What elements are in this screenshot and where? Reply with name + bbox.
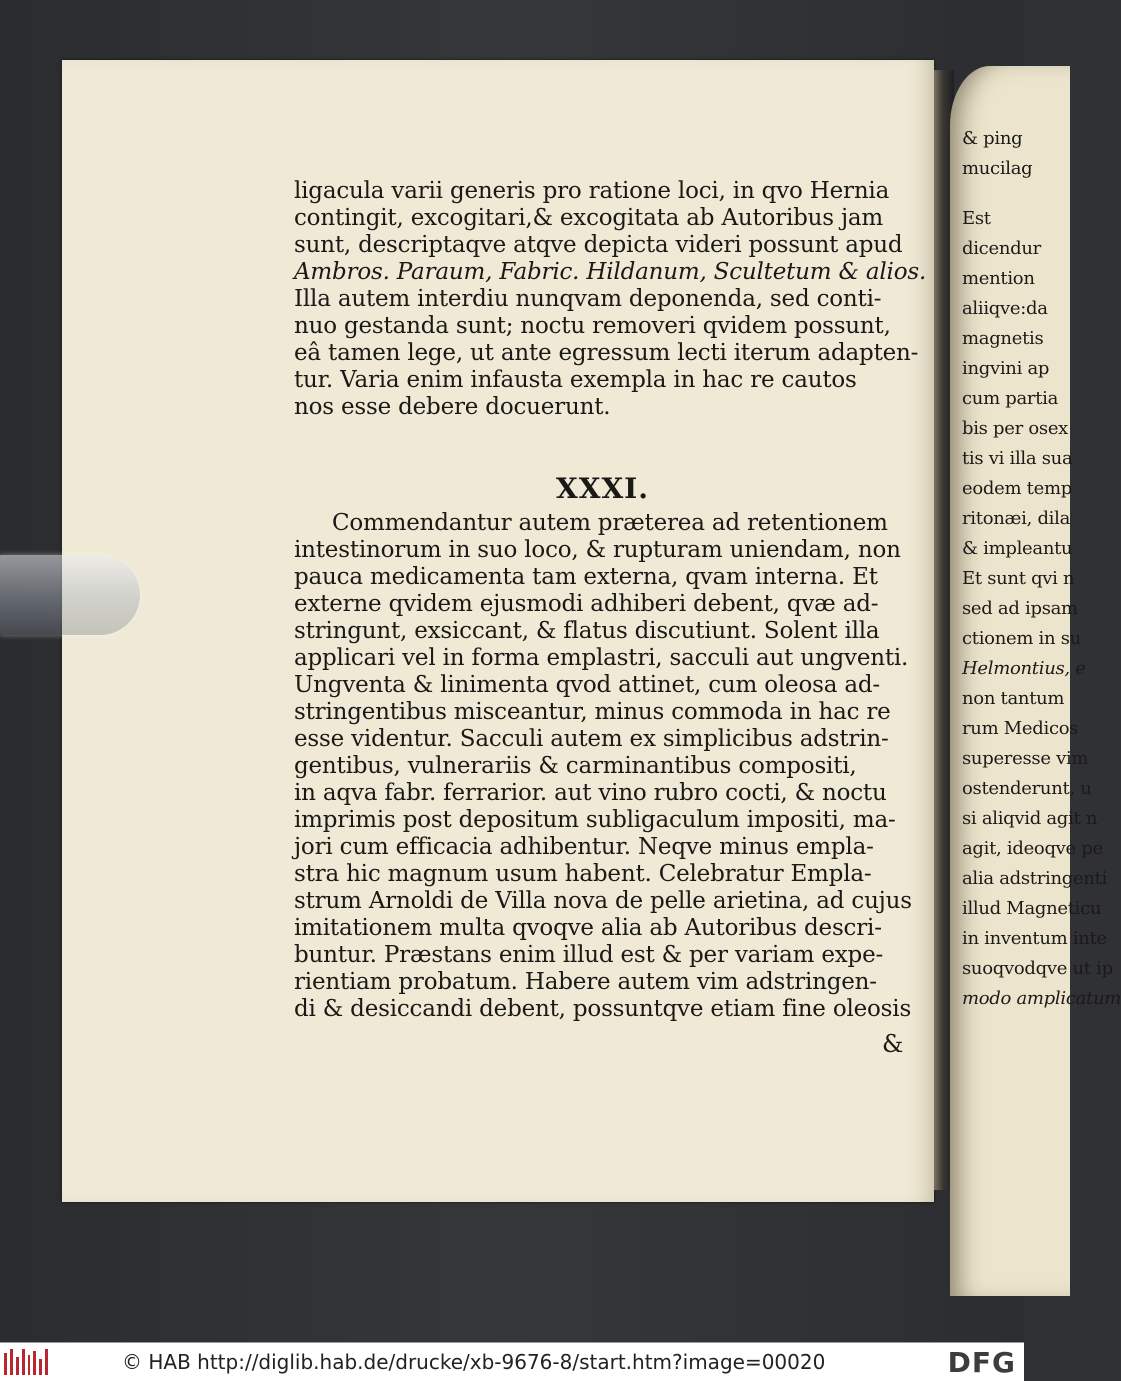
text-line: ligacula varii generis pro ratione loci, in qvo Hernia <box>294 178 890 204</box>
text-line: pauca medicamenta tam externa, qvam interna. Et <box>294 564 878 590</box>
facing-page-line: suoqvodqve ut ip <box>962 958 1113 979</box>
facing-page-line: Est <box>962 208 991 229</box>
text-line: applicari vel in forma emplastri, sacculi aut ungventi. <box>294 645 909 671</box>
hab-logo-icon <box>4 1349 48 1375</box>
text-line: di & desiccandi debent, possuntqve etiam fine oleosis <box>294 996 912 1022</box>
text-line: Illa autem interdiu nunqvam deponenda, sed conti- <box>294 286 882 312</box>
facing-page-line: dicendur <box>962 238 1041 259</box>
text-line: Commendantur autem præterea ad retentionem <box>332 510 888 536</box>
footer-bar <box>0 1342 1024 1381</box>
text-line: in aqva fabr. ferrarior. aut vino rubro cocti, & noctu <box>294 780 887 806</box>
text-line: sunt, descriptaqve atqve depicta videri possunt apud <box>294 232 903 258</box>
text-line: stringentibus misceantur, minus commoda in hac re <box>294 699 891 725</box>
footer-url[interactable]: © HAB http://diglib.hab.de/drucke/xb-9676-8/start.htm?image=00020 <box>122 1350 826 1374</box>
facing-page-line: si aliqvid agit n <box>962 808 1098 829</box>
text-line: gentibus, vulnerariis & carminantibus compositi, <box>294 753 857 779</box>
text-line: intestinorum in suo loco, & rupturam uniendam, non <box>294 537 901 563</box>
clip-tab <box>0 555 140 635</box>
text-line: rientiam probatum. Habere autem vim adstringen- <box>294 969 877 995</box>
facing-page-line: mention <box>962 268 1035 289</box>
facing-page-line: agit, ideoqve pe <box>962 838 1103 859</box>
section-heading: XXXI. <box>556 472 650 505</box>
text-line: strum Arnoldi de Villa nova de pelle arietina, ad cujus <box>294 888 912 914</box>
text-line: esse videntur. Sacculi autem ex simplicibus adstrin- <box>294 726 889 752</box>
text-line: externe qvidem ejusmodi adhiberi debent, qvæ ad- <box>294 591 879 617</box>
text-line: eâ tamen lege, ut ante egressum lecti iterum adapten- <box>294 340 919 366</box>
facing-page-line: aliiqve:da <box>962 298 1048 319</box>
facing-page-line: non tantum <box>962 688 1065 709</box>
facing-page <box>950 66 1121 1296</box>
text-line: stringunt, exsiccant, & flatus discutiunt. Solent illa <box>294 618 880 644</box>
facing-page-line: modo amplicatum <box>962 988 1121 1009</box>
text-line: tur. Varia enim infausta exempla in hac re cautos <box>294 367 857 393</box>
facing-page-line: Et sunt qvi n <box>962 568 1075 589</box>
facing-page-line: Helmontius, e <box>962 658 1086 679</box>
facing-page-line: tis vi illa sua <box>962 448 1073 469</box>
facing-page-line: illud Magneticu <box>962 898 1102 919</box>
text-line: imprimis post depositum subligaculum impositi, ma- <box>294 807 896 833</box>
facing-page-line: & ping <box>962 128 1023 149</box>
left-page <box>62 60 934 1202</box>
text-line: nuo gestanda sunt; noctu removeri qvidem possunt, <box>294 313 891 339</box>
facing-page-line: eodem temp <box>962 478 1072 499</box>
facing-page-line: & impleantu <box>962 538 1073 559</box>
dfg-logo: DFG <box>947 1346 1016 1379</box>
text-line: imitationem multa qvoqve alia ab Autoribus descri- <box>294 915 882 941</box>
text-line: nos esse debere docuerunt. <box>294 394 611 420</box>
facing-page-line: cum partia <box>962 388 1059 409</box>
facing-page-line: ctionem in su <box>962 628 1081 649</box>
facing-page-line: rum Medicos <box>962 718 1079 739</box>
facing-page-line: mucilag <box>962 158 1033 179</box>
facing-page-line: ingvini ap <box>962 358 1050 379</box>
text-line: contingit, excogitari,& excogitata ab Autoribus jam <box>294 205 884 231</box>
text-line: buntur. Præstans enim illud est & per variam expe- <box>294 942 884 968</box>
facing-page-line: sed ad ipsam <box>962 598 1078 619</box>
facing-page-line: bis per osex <box>962 418 1069 439</box>
facing-page-line: ritonæi, dila <box>962 508 1071 529</box>
text-line: Ambros. Paraum, Fabric. Hildanum, Scultetum & alios. <box>294 259 927 285</box>
facing-page-line: alia adstringenti <box>962 868 1108 889</box>
text-line: jori cum efficacia adhibentur. Neqve minus empla- <box>294 834 874 860</box>
catchword: & <box>882 1030 904 1058</box>
text-line: Ungventa & linimenta qvod attinet, cum oleosa ad- <box>294 672 880 698</box>
facing-page-line: superesse vim <box>962 748 1089 769</box>
text-line: stra hic magnum usum habent. Celebratur Empla- <box>294 861 872 887</box>
facing-page-line: magnetis <box>962 328 1044 349</box>
facing-page-line: ostenderunt, u <box>962 778 1092 799</box>
facing-page-line: in inventum inte <box>962 928 1107 949</box>
